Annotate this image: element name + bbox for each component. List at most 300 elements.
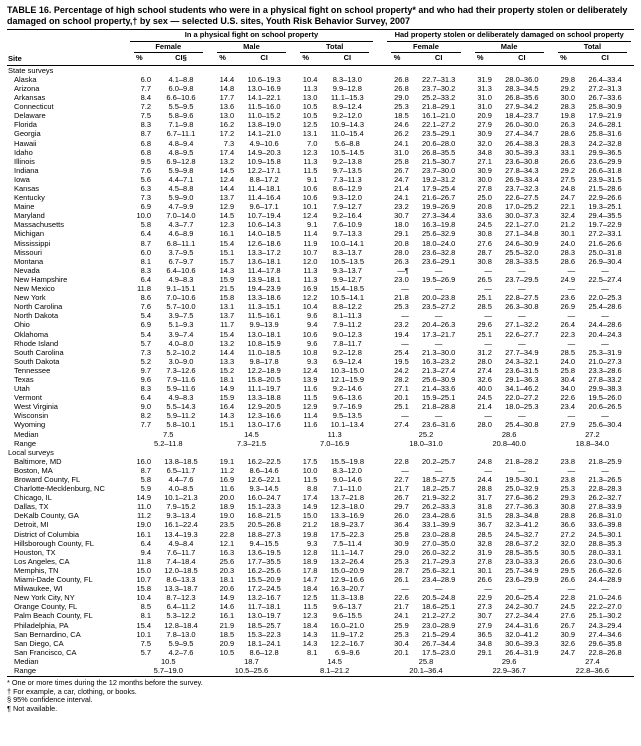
value-cell: 16.2–22.5 [247,456,281,466]
value-cell: 21.7 [394,602,409,612]
value-cell: 22.0–27.2 [505,393,539,403]
value-cell: 15.4–18.5 [330,284,365,294]
value-cell: 24.6–28.1 [588,120,622,130]
value-cell: 9.5 [140,156,152,166]
value-cell: 26.6–32.6 [588,565,622,575]
value-cell: 18.0–31.0 [409,438,443,448]
value-cell: — [601,411,609,421]
value-cell: 26.6–31.8 [588,165,622,175]
value-cell: 13.3–18.6 [247,293,281,303]
value-cell: 32.0–41.2 [505,629,539,639]
value-cell: 8.3 [140,384,152,394]
value-cell: 13.2 [219,156,235,166]
value-cell: 24.1 [394,193,409,203]
value-cell: 27.0–35.0 [421,538,456,548]
value-cell: 31.9 [477,74,492,84]
value-cell: 27.7–34.9 [505,347,539,357]
value-cell: 25.8–31.6 [588,129,622,139]
value-cell: 31.0 [477,93,492,103]
value-cell: 29.6 [501,656,517,666]
value-cell: 17.5–23.0 [421,647,456,657]
summary-row [7,430,634,439]
value-cell: 4.8–9.4 [168,138,194,148]
site-cell: Massachusetts [14,220,65,230]
value-cell: — [518,338,526,348]
value-cell: 27.9 [477,620,492,630]
gap-cell [376,621,384,630]
value-cell: — [518,265,526,275]
value-cell: 22.6 [560,393,576,403]
value-cell: 10.9–14.3 [330,120,365,130]
sex-header-female-stolen [384,42,467,54]
value-cell: 21.9–32.2 [421,493,456,503]
value-cell: 36.6 [560,520,576,530]
value-cell: 16.2 [219,120,235,130]
value-cell: 8.7 [140,465,152,475]
footnote-times: * One or more times during the 12 months before the survey. [7,678,203,688]
sex-header-label: Male [475,42,544,54]
summary-row [7,439,634,448]
value-cell: 15.1–23.3 [247,502,281,512]
value-cell: 27.9 [477,120,492,130]
value-cell: 23.4 [560,402,576,412]
value-cell: 13.8–18.5 [164,456,198,466]
gap-cell [376,93,384,102]
value-cell: 8.3 [140,120,152,130]
value-cell: 25.3 [394,302,409,312]
value-cell: 11.4–17.8 [247,265,281,275]
value-cell: — [601,265,609,275]
value-cell: 24.7 [394,174,409,184]
value-cell: 30.9 [477,129,492,139]
value-cell: 10.4 [136,593,152,603]
value-cell: — [567,411,576,421]
value-cell: 10.5–14.1 [330,293,365,303]
table-row [7,639,634,648]
value-cell: 28.7 [477,247,492,257]
footnote-not-available: ¶ Not available. [7,704,58,714]
site-cell: Milwaukee, WI [14,584,63,594]
value-cell: 14.1–22.1 [247,93,281,103]
value-cell: 26.0–30.0 [505,120,539,130]
value-cell: 4.5–8.8 [168,184,194,193]
value-cell: 8.6–14.6 [249,465,279,475]
value-cell: 8.1–11.3 [333,311,362,321]
site-cell: Orange County, FL [14,602,78,612]
value-cell: 15.2 [219,365,235,375]
value-cell: 9.6–13.7 [332,602,362,612]
value-cell: 24.0 [560,356,576,366]
value-cell: 13.2–26.4 [330,556,365,566]
value-cell: 13.3–18.8 [247,393,281,403]
value-cell: 5.5–9.5 [168,102,194,112]
value-cell: — [401,338,409,348]
value-cell: 21.8–28.8 [421,402,456,412]
gap-cell [376,539,384,548]
value-cell: 25.3 [560,484,576,494]
value-cell: 10.5–14.5 [330,147,365,157]
table-row [7,184,634,193]
value-cell: 11.4–16.4 [247,193,281,203]
value-cell: 7.6 [140,165,152,175]
gap-cell [376,320,384,329]
value-cell: 28.6–37.2 [505,538,539,548]
value-cell: 22.1–27.0 [505,220,539,230]
gap-cell [376,302,384,311]
value-cell: 23.6–29.9 [588,156,622,166]
value-cell: — [601,284,609,294]
gap-cell [376,129,384,138]
value-cell: 25.3 [394,102,409,112]
value-cell: 28.3 [560,138,576,148]
value-cell: 13.3–16.9 [330,511,365,521]
gap-cell [376,211,384,220]
value-cell: 7.5 [163,429,174,439]
value-cell: 27.1–32.2 [505,320,539,330]
value-cell: 17.9–21.9 [588,111,622,121]
value-cell: 23.2 [394,202,409,212]
value-cell: 18.9 [302,556,318,566]
site-cell: Charlotte-Mecklenburg, NC [14,484,105,494]
table-row [7,148,634,157]
value-cell: 11.2 [137,511,152,521]
value-cell: 7.5 [140,111,152,121]
value-cell: 21.5–29.4 [421,629,456,639]
value-cell: 20.8 [477,202,492,212]
value-cell: 11.0 [137,502,152,512]
value-cell: 32.6 [560,638,576,648]
value-cell: 6.9–12.8 [166,156,196,166]
value-cell: 7.9–11.2 [333,320,362,330]
value-cell: — [401,584,409,594]
value-cell: 7.0–14.0 [166,211,196,221]
table-row [7,129,634,138]
value-cell: 28.0–36.0 [505,74,539,84]
value-cell: 11.7–18.1 [247,602,281,612]
site-cell: Range [14,665,37,675]
site-cell: Houston, TX [14,547,56,557]
value-cell: 4.7–9.9 [168,202,194,212]
site-cell: Wisconsin [14,411,49,421]
table-row [7,157,634,166]
value-cell: 24.5–32.7 [505,529,539,539]
gap-cell [376,266,384,275]
value-cell: 11.1–15.3 [330,93,364,103]
value-cell: 26.7 [394,493,409,503]
value-cell: 26.3 [394,256,409,266]
value-cell: 22.8–26.8 [588,647,622,657]
value-cell: 29.1 [477,647,492,657]
value-cell: 27.4 [585,656,600,666]
site-cell: District of Columbia [14,529,80,539]
value-cell: 9.9–13.9 [249,320,279,330]
value-cell: 7.3 [223,138,235,148]
value-cell: 24.4–31.6 [505,620,539,630]
value-cell: 5.9–11.6 [166,384,196,394]
value-cell: 9.2–16.4 [332,211,362,221]
value-cell: 11.4–18.1 [247,184,281,193]
value-cell: 14.3 [219,265,235,275]
value-cell: 10.6 [302,193,318,203]
gap-cell [376,475,384,484]
table-row [7,575,634,584]
value-cell: 33.6–39.8 [588,520,622,530]
site-cell: Montana [14,256,44,266]
value-cell: 29.6 [477,320,492,330]
value-cell: 15.3–22.3 [247,629,281,639]
value-cell: 13.0–17.6 [247,420,281,430]
gap-cell [376,166,384,175]
value-cell: 24.1 [394,611,409,621]
section-label: Local surveys [8,447,54,457]
value-cell: 10.4 [302,302,318,312]
value-cell: 21.8–29.1 [421,102,456,112]
value-cell: 26.6 [560,575,576,585]
value-cell: 29.1 [394,229,409,239]
value-cell: 23.0 [394,274,409,284]
value-cell: 11.5 [303,393,318,403]
value-cell: 12.6–18.6 [247,238,281,248]
value-cell: 10.3–15.0 [330,365,365,375]
site-column-header: Site [7,30,127,65]
value-cell: — [518,465,526,475]
value-cell: 25.8 [394,529,409,539]
value-cell: 19.0 [136,520,152,530]
value-cell: 27.2–31.3 [588,83,622,93]
value-cell: 4.4–7.1 [168,174,194,184]
value-cell: 8.6–13.3 [166,575,196,585]
gap-cell [376,175,384,184]
table-row [7,475,634,484]
value-cell: 26.2 [394,129,409,139]
value-cell: — [567,584,576,594]
value-cell: 30.8 [560,502,576,512]
value-cell: 15.5–19.8 [330,456,365,466]
gap-cell [376,466,384,475]
group-header-stolen [384,30,634,42]
table-row [7,302,634,311]
value-cell: 16.1 [136,529,152,539]
value-cell: 19.4 [394,329,409,339]
value-cell: 23.0–28.9 [421,620,456,630]
site-cell: Texas [14,374,34,384]
site-cell: Utah [14,384,30,394]
value-cell: 17.7 [219,93,235,103]
table-title: TABLE 16. Percentage of high school students who were in a physical fight on school property* and who had their property stolen or deliberately damaged on school property,† by sex — selected U.S. sites, Youth Risk Behavior Survey, 2007 [7,5,634,30]
value-cell: 12.9 [302,402,318,412]
value-cell: 7.6–10.9 [332,220,362,230]
value-cell: 24.8 [560,184,576,193]
value-cell: 24.5 [477,220,492,230]
value-cell: 17.8 [302,565,318,575]
value-cell: 21.5–28.6 [588,184,622,193]
value-cell: 16.2–25.6 [247,565,281,575]
value-cell: 20.3 [219,565,235,575]
value-cell: 23.6–31.5 [505,365,539,375]
gap-cell [376,402,384,411]
table-row [7,511,634,520]
value-cell: 29.9–38.3 [588,384,622,394]
value-cell: 9.2–14.6 [332,384,362,394]
value-cell: 7.8–11.7 [333,338,362,348]
value-cell: 18.2–25.7 [421,484,456,494]
value-cell: 26.9 [560,302,576,312]
site-cell: Arkansas [14,93,46,103]
table-row [7,493,634,502]
value-cell: 15.0 [302,511,318,521]
value-cell: 24.3–29.4 [588,620,622,630]
value-cell: 9.6 [306,311,318,321]
value-cell: 15.0 [136,565,152,575]
site-cell: Broward County, FL [14,475,81,484]
value-cell: 17.7–35.5 [247,556,281,566]
site-cell: Range [14,438,37,448]
value-cell: 28.5 [560,347,576,357]
value-cell: — [401,284,409,294]
value-cell: 28.8 [477,484,492,494]
value-cell: 15.4 [136,620,152,630]
value-cell: 13.3–17.2 [247,247,281,257]
value-cell: 27.8–33.9 [588,502,622,512]
value-cell: 30.8 [477,256,492,266]
value-cell: 11.9–17.2 [330,629,364,639]
value-cell: 20.6 [219,584,235,594]
value-cell: 16.9 [302,284,318,294]
value-cell: 27.2 [585,429,600,439]
value-cell: 15.0–20.9 [330,565,365,575]
value-cell: 22.8–36.6 [575,665,610,675]
value-cell: 13.0–19.7 [247,611,281,621]
value-cell: 3.9–7.4 [168,329,194,339]
value-cell: 11.3–15.1 [247,302,281,312]
value-cell: 11.4 [303,411,318,421]
value-cell: 9.1 [306,220,318,230]
value-cell: 23.6–29.1 [421,256,456,266]
value-cell: — [434,265,443,275]
value-cell: —¶ [397,265,409,275]
value-cell: 27.2–34.4 [505,611,539,621]
gap-cell [376,648,384,657]
value-cell: 32.3–41.2 [505,520,539,530]
value-cell: 14.5 [219,211,235,221]
table-row [7,484,634,493]
value-cell: 19.5 [394,356,409,366]
value-cell: 32.0 [477,138,492,148]
value-cell: 14.1–21.0 [247,129,281,139]
value-cell: 9.3 [306,356,318,366]
value-cell: 20.2–25.7 [421,456,456,466]
value-cell: 6.8 [140,147,152,157]
value-cell: 28.6 [560,129,576,139]
value-cell: 21.3–26.5 [588,475,622,484]
value-cell: 24.3–32.1 [505,356,539,366]
value-cell: 28.3–33.5 [505,256,539,266]
value-cell: 6.8 [140,138,152,148]
table-row [7,621,634,630]
value-cell: 5.9–9.8 [168,165,194,175]
site-cell: Hillsborough County, FL [14,538,94,548]
value-cell: 10.5 [302,102,318,112]
site-cell: South Carolina [14,347,64,357]
site-cell: New Mexico [14,284,55,294]
value-cell: 18.1 [219,374,235,384]
value-cell: 6.7–9.7 [168,256,194,266]
value-cell: 15.9–25.1 [421,393,456,403]
value-cell: 24.4 [477,475,492,484]
value-cell: 8.4 [140,93,152,103]
value-cell: 10.5 [160,656,176,666]
value-cell: 15.8 [136,584,152,594]
value-cell: 30.0–37.3 [505,211,539,221]
value-cell: 14.8 [219,83,235,93]
value-cell: — [518,284,526,294]
value-cell: 22.8–28.3 [588,484,622,494]
gap-cell [376,348,384,357]
site-cell: Rhode Island [14,338,59,348]
value-cell: 7.9–11.6 [166,374,196,384]
value-cell: 27.4–34.7 [505,129,539,139]
value-cell: 9.3–13.4 [166,511,196,521]
value-cell: 27.9 [560,420,576,430]
value-cell: 6.7–11.1 [166,129,196,139]
sex-header-female-fight [127,42,210,54]
value-cell: 15.8 [219,293,235,303]
value-cell: 19.8 [302,529,318,539]
site-cell: Missouri [14,247,42,257]
value-cell: 28.5 [477,302,492,312]
gap-cell [376,157,384,166]
value-cell: 14.4 [219,347,235,357]
value-cell: 29.2 [560,165,576,175]
value-cell: 11.6 [303,420,318,430]
value-cell: 29.6–35.8 [588,638,622,648]
value-cell: 19.4–23.9 [247,284,281,294]
value-cell: 34.1–46.2 [505,384,539,394]
value-cell: 6.9 [140,320,152,330]
value-cell: 15.9 [219,274,235,284]
data-table [7,30,634,675]
value-cell: 21.2–27.2 [421,611,456,621]
value-cell: 17.3–21.7 [421,329,456,339]
value-cell: 16.0–21.0 [330,620,365,630]
value-cell: 22.6–27.5 [505,193,539,203]
value-cell: 13.6–18.1 [247,256,281,266]
value-cell: 27.9–34.2 [505,102,539,112]
value-cell: 3.0–9.0 [168,356,194,366]
value-cell: 7.6–11.7 [166,547,196,557]
value-cell: 30.4 [560,374,576,384]
value-cell: 6.4 [140,538,152,548]
measure-header-pct: % [210,53,235,65]
section-row [7,448,634,457]
value-cell: 6.9–9.6 [334,647,360,657]
table-row [7,539,634,548]
value-cell: 4.3–7.7 [168,220,194,230]
value-cell: 31.3 [477,83,492,93]
value-cell: 19.0 [219,511,235,521]
value-cell: 18.9–23.7 [330,520,365,530]
measure-header-pct: % [127,53,152,65]
value-cell: 21.9 [219,620,235,630]
value-cell: 30.9 [560,629,576,639]
value-cell: 25.6–32.1 [421,565,456,575]
value-cell: — [567,311,576,321]
value-cell: 13.7 [219,311,235,321]
table-row [7,630,634,639]
value-cell: 27.3–34.4 [421,211,456,221]
value-cell: 8.7 [140,129,152,139]
site-cell: Alaska [14,74,37,84]
